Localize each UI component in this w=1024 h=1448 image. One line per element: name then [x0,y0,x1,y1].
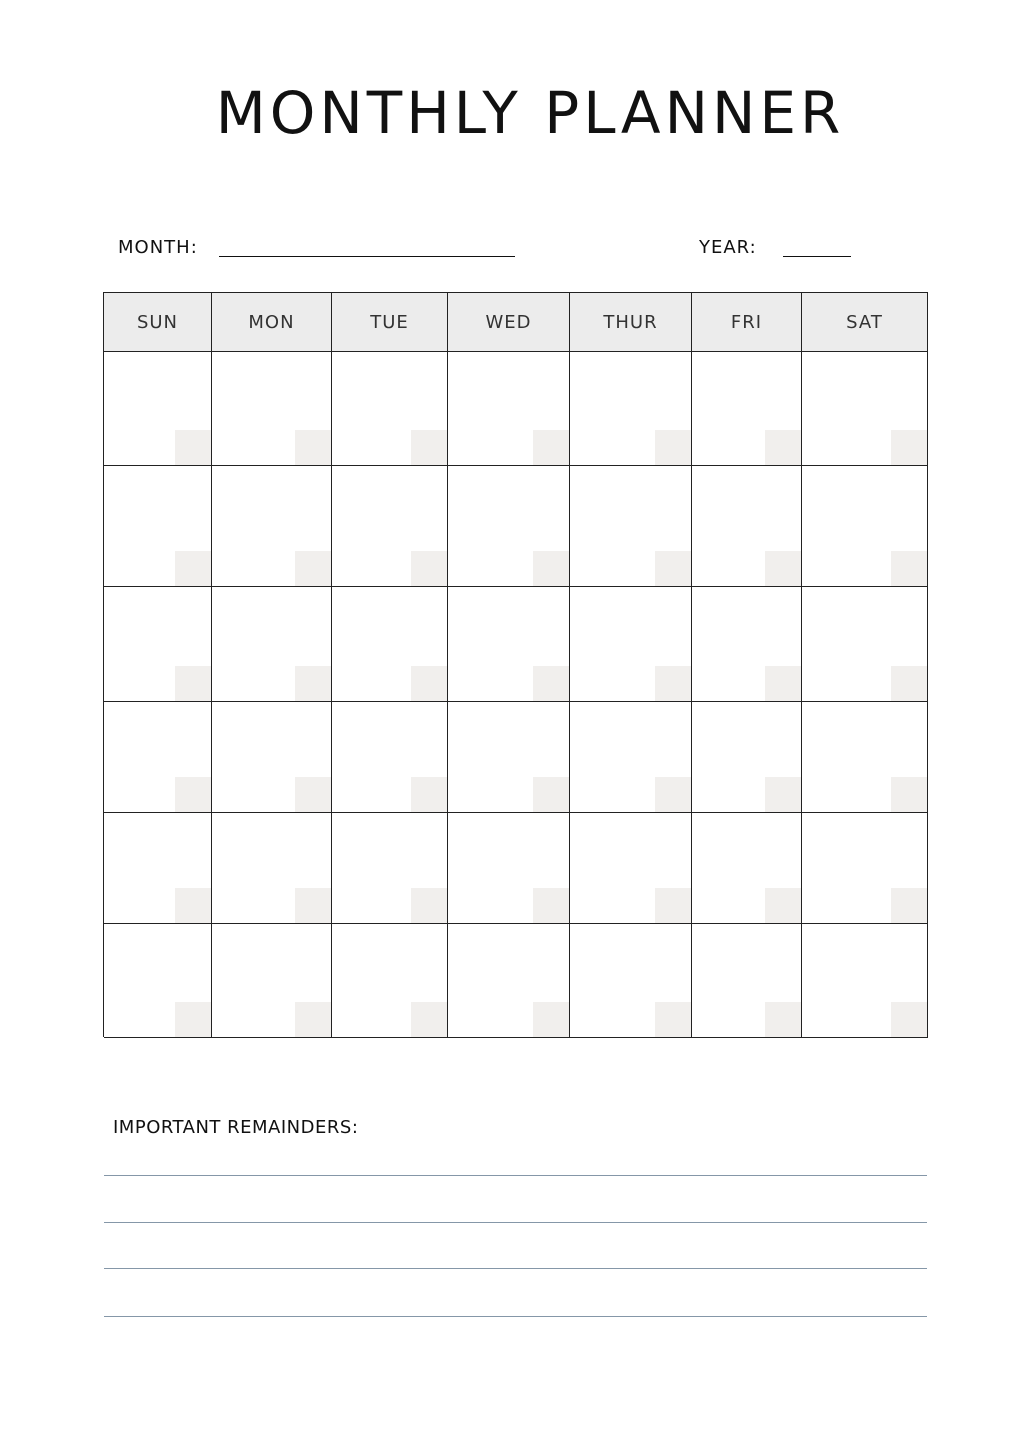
day-cell[interactable] [570,702,692,813]
day-cell[interactable] [570,466,692,587]
date-number-box[interactable] [411,777,447,812]
date-number-box[interactable] [411,551,447,586]
day-header-label: WED [485,311,532,333]
date-number-box[interactable] [891,1002,927,1037]
date-number-box[interactable] [891,430,927,465]
day-header-label: THUR [603,311,658,333]
day-cell[interactable] [104,702,212,813]
day-cell[interactable] [212,813,332,924]
day-cell[interactable] [332,702,448,813]
date-number-box[interactable] [295,551,331,586]
date-number-box[interactable] [533,777,569,812]
day-cell[interactable] [802,352,928,466]
date-number-box[interactable] [533,666,569,701]
reminder-line[interactable] [104,1316,927,1317]
day-cell[interactable] [332,587,448,702]
day-cell[interactable] [104,813,212,924]
date-number-box[interactable] [411,666,447,701]
page-title: MONTHLY PLANNER [215,79,845,147]
month-field[interactable] [219,256,515,257]
day-cell[interactable] [448,813,570,924]
reminder-line[interactable] [104,1268,927,1269]
date-number-box[interactable] [891,551,927,586]
date-number-box[interactable] [295,430,331,465]
date-number-box[interactable] [891,888,927,923]
day-cell[interactable] [448,587,570,702]
day-cell[interactable] [212,352,332,466]
date-number-box[interactable] [655,888,691,923]
day-cell[interactable] [692,924,802,1038]
day-cell[interactable] [802,466,928,587]
day-header-label: SUN [136,311,179,333]
date-number-box[interactable] [295,1002,331,1037]
day-cell[interactable] [692,702,802,813]
reminders-label: IMPORTANT REMAINDERS: [113,1117,359,1138]
date-number-box[interactable] [295,666,331,701]
day-cell[interactable] [448,352,570,466]
day-cell[interactable] [802,813,928,924]
date-number-box[interactable] [533,551,569,586]
year-label: YEAR: [699,237,757,258]
date-number-box[interactable] [655,430,691,465]
day-header-label: TUE [370,311,409,333]
month-label: MONTH: [118,237,198,258]
day-header-sun [104,293,212,352]
date-number-box[interactable] [655,1002,691,1037]
date-number-box[interactable] [533,430,569,465]
day-header-label: MON [248,311,295,333]
day-header-sat [802,293,928,352]
date-number-box[interactable] [891,777,927,812]
day-cell[interactable] [212,466,332,587]
date-number-box[interactable] [411,888,447,923]
day-cell[interactable] [448,466,570,587]
day-header-tue [332,293,448,352]
calendar-grid [103,292,928,1037]
day-header-fri [692,293,802,352]
date-number-box[interactable] [765,777,801,812]
date-number-box[interactable] [295,777,331,812]
day-cell[interactable] [692,587,802,702]
date-number-box[interactable] [175,551,211,586]
day-cell[interactable] [212,587,332,702]
date-number-box[interactable] [175,430,211,465]
day-header-label: FRI [730,311,763,333]
date-number-box[interactable] [295,888,331,923]
date-number-box[interactable] [891,666,927,701]
day-cell[interactable] [692,813,802,924]
day-cell[interactable] [448,702,570,813]
date-number-box[interactable] [765,888,801,923]
day-cell[interactable] [570,813,692,924]
day-cell[interactable] [332,924,448,1038]
date-number-box[interactable] [175,777,211,812]
date-number-box[interactable] [175,888,211,923]
date-number-box[interactable] [655,551,691,586]
day-cell[interactable] [448,924,570,1038]
date-number-box[interactable] [411,1002,447,1037]
date-number-box[interactable] [175,1002,211,1037]
day-header-mon [212,293,332,352]
reminder-line[interactable] [104,1222,927,1223]
day-header-thur [570,293,692,352]
date-number-box[interactable] [765,551,801,586]
date-number-box[interactable] [765,430,801,465]
day-header-wed [448,293,570,352]
day-cell[interactable] [570,924,692,1038]
day-cell[interactable] [212,702,332,813]
date-number-box[interactable] [765,666,801,701]
reminder-line[interactable] [104,1175,927,1176]
year-field[interactable] [783,256,851,257]
day-cell[interactable] [212,924,332,1038]
day-cell[interactable] [802,924,928,1038]
day-cell[interactable] [570,352,692,466]
day-cell[interactable] [802,587,928,702]
date-number-box[interactable] [655,777,691,812]
day-cell[interactable] [802,702,928,813]
day-cell[interactable] [332,466,448,587]
date-number-box[interactable] [411,430,447,465]
day-cell[interactable] [332,352,448,466]
date-number-box[interactable] [765,1002,801,1037]
day-cell[interactable] [104,924,212,1038]
day-cell[interactable] [104,352,212,466]
date-number-box[interactable] [533,1002,569,1037]
day-cell[interactable] [104,466,212,587]
date-number-box[interactable] [655,666,691,701]
day-cell[interactable] [332,813,448,924]
date-number-box[interactable] [533,888,569,923]
date-number-box[interactable] [175,666,211,701]
day-cell[interactable] [692,352,802,466]
day-cell[interactable] [104,587,212,702]
day-header-label: SAT [846,311,883,333]
day-cell[interactable] [570,587,692,702]
day-cell[interactable] [692,466,802,587]
